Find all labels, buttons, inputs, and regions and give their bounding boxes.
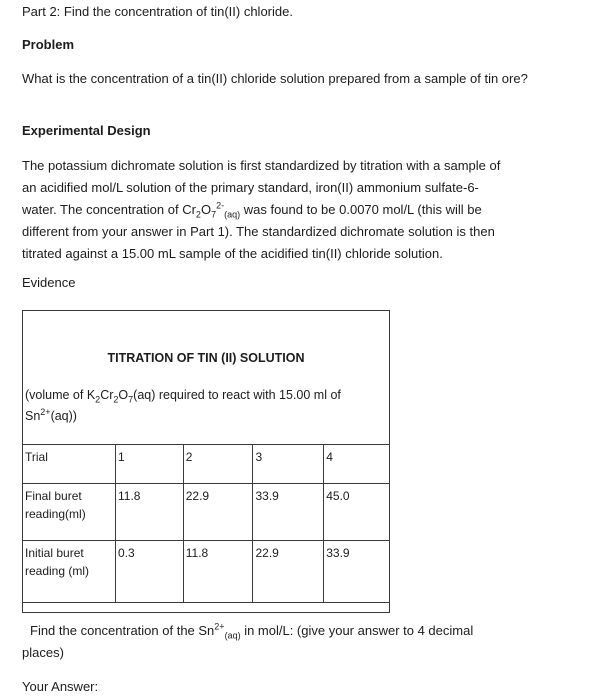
cell: 33.9 (253, 484, 324, 541)
cell: 11.8 (116, 484, 184, 541)
problem-heading: Problem (22, 37, 75, 52)
design-text (22, 155, 582, 265)
cell: 11.8 (183, 541, 253, 603)
cell: 4 (324, 445, 390, 484)
design-line-2: an acidified mol/L solution of the primary standard, iron(II) ammonium sulfate-6- (22, 180, 479, 195)
row-label: Initial buret reading (ml) (23, 541, 116, 603)
row-label: Trial (23, 445, 116, 484)
titration-table (22, 444, 390, 603)
cell: 45.0 (324, 484, 390, 541)
design-line-1: The potassium dichromate solution is first standardized by titration with a sample of (22, 158, 501, 173)
cell: 1 (116, 445, 184, 484)
cell: 22.9 (253, 541, 324, 603)
cell: 0.3 (116, 541, 184, 603)
cell: 22.9 (183, 484, 253, 541)
design-line-3: water. The concentration of $Cr_2O_7^{2-}_{(aq)}$ was found to be 0.0070 mol/L (this will be (22, 200, 482, 220)
row-label: Final buret reading(ml) (23, 484, 116, 541)
question-text: Find the concentration of the $Sn^{2+}_{(aq)}$ in mol/L: (give your answer to 4 decimal places) (22, 621, 474, 660)
answer-label: Your Answer: (22, 679, 99, 694)
design-line-4: different from your answer in Part 1). The standardized dichromate solution is then (22, 224, 495, 239)
cell: 33.9 (324, 541, 390, 603)
table-row (23, 484, 390, 541)
cell: 2 (183, 445, 253, 484)
table-row (23, 445, 390, 484)
evidence-heading: Evidence (22, 275, 76, 290)
table-caption: (volume of $K_2Cr_2O_7(aq)$ required to react with 15.00 ml of $Sn^{2+}(aq)$) (25, 388, 341, 423)
design-heading: Experimental Design (22, 123, 151, 138)
cell: 3 (253, 445, 324, 484)
table-row (23, 541, 390, 603)
table-title: TITRATION OF TIN (II) SOLUTION (107, 351, 305, 365)
design-line-5: titrated against a 15.00 mL sample of the acidified tin(II) chloride solution. (22, 246, 443, 261)
problem-text: What is the concentration of a tin(II) chloride solution prepared from a sample of tin ore? (22, 71, 528, 86)
part-heading: Part 2: Find the concentration of tin(II) chloride. (22, 4, 293, 19)
